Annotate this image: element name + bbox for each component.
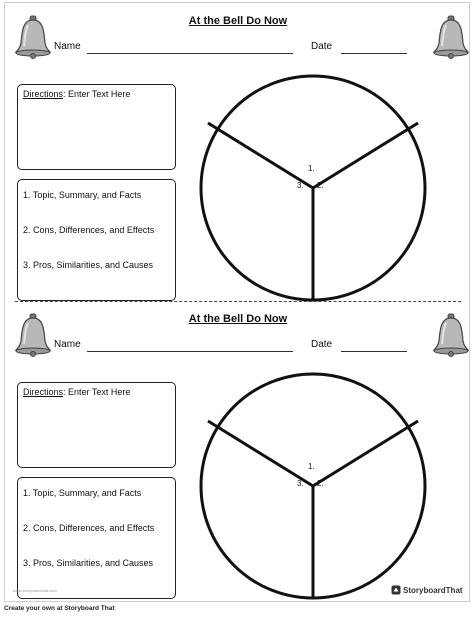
bell-icon xyxy=(431,313,471,357)
watermark: www.storyboardthat.com xyxy=(13,588,57,593)
segment-label-3: 3. xyxy=(297,181,304,190)
logo-text: StoryboardThat xyxy=(403,585,463,595)
worksheet-page xyxy=(4,2,470,602)
bell-icon xyxy=(13,313,53,357)
categories-box[interactable] xyxy=(17,477,176,599)
worksheet-top xyxy=(5,3,471,301)
list-item: 1. Topic, Summary, and Facts xyxy=(23,190,142,200)
date-field[interactable] xyxy=(341,53,407,54)
segment-label-2: 2. xyxy=(317,479,324,488)
worksheet-bottom xyxy=(5,301,471,599)
categories-box[interactable] xyxy=(17,179,176,301)
bell-icon xyxy=(431,15,471,59)
date-label: Date xyxy=(311,41,333,52)
name-field[interactable] xyxy=(87,351,293,352)
footer-credit[interactable]: Create your own at Storyboard That xyxy=(4,605,115,612)
worksheet-title: At the Bell Do Now xyxy=(188,313,288,325)
three-part-circle[interactable] xyxy=(198,371,428,601)
list-item: 3. Pros, Similarities, and Causes xyxy=(23,558,154,568)
directions-box[interactable] xyxy=(17,84,176,170)
date-label: Date xyxy=(311,339,333,350)
bell-icon xyxy=(13,15,53,59)
name-field[interactable] xyxy=(87,53,293,54)
name-label: Name xyxy=(54,41,81,52)
segment-label-2: 2. xyxy=(317,181,324,190)
worksheet-title: At the Bell Do Now xyxy=(188,15,288,27)
list-item: 2. Cons, Differences, and Effects xyxy=(23,523,155,533)
name-label: Name xyxy=(54,339,81,350)
directions-box[interactable] xyxy=(17,382,176,468)
segment-label-1: 1. xyxy=(308,462,315,471)
list-item: 1. Topic, Summary, and Facts xyxy=(23,488,142,498)
list-item: 3. Pros, Similarities, and Causes xyxy=(23,260,154,270)
storyboard-that-logo[interactable] xyxy=(391,585,463,595)
directions-text: : Enter Text Here xyxy=(63,89,131,99)
directions-text: : Enter Text Here xyxy=(63,387,131,397)
segment-label-1: 1. xyxy=(308,164,315,173)
storyboard-that-logo-icon xyxy=(391,585,401,595)
directions-label: Directions xyxy=(23,89,64,99)
directions-label: Directions xyxy=(23,387,64,397)
date-field[interactable] xyxy=(341,351,407,352)
list-item: 2. Cons, Differences, and Effects xyxy=(23,225,155,235)
three-part-circle[interactable] xyxy=(198,73,428,303)
segment-label-3: 3. xyxy=(297,479,304,488)
